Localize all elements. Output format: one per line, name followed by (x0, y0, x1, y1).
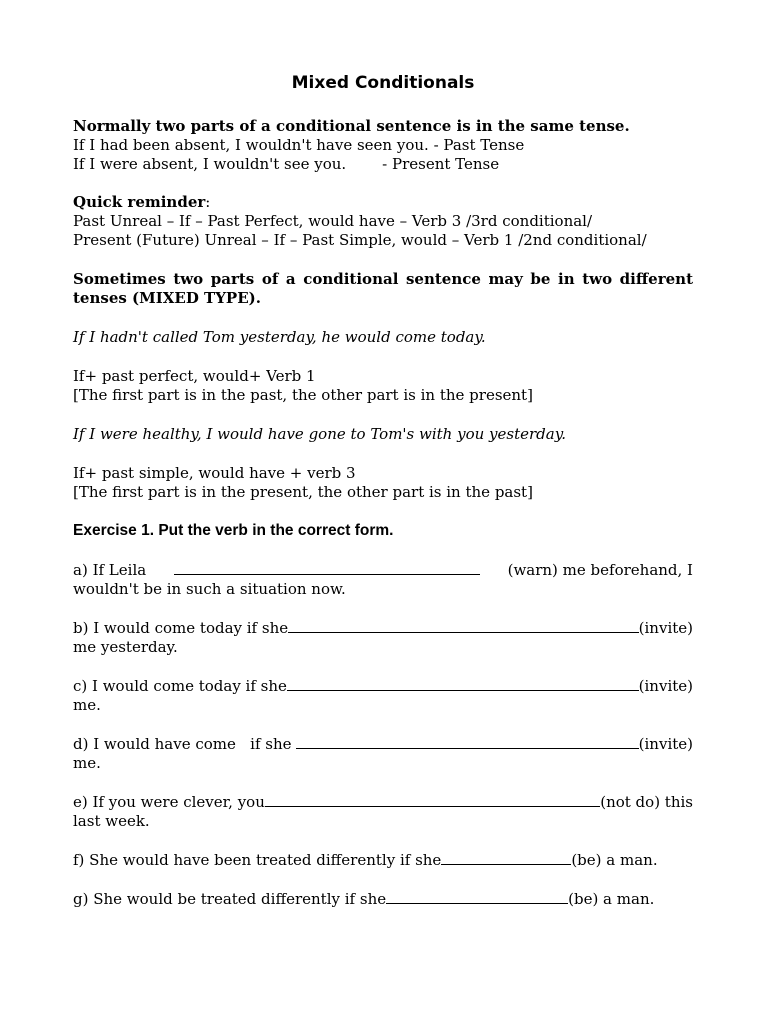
mixed-formula-1: If+ past perfect, would+ Verb 1 (73, 367, 316, 385)
exercise-item-b-start: b) I would come today if she (73, 619, 289, 637)
exercise-item-f-blank[interactable] (441, 851, 571, 865)
reminder-heading: Quick reminder (73, 193, 206, 211)
exercise-item-c-blank[interactable] (287, 677, 639, 691)
exercise-item-b-continuation: me yesterday. (73, 638, 178, 656)
exercise-item-f (73, 851, 693, 870)
exercise-item-a-blank[interactable] (174, 561, 480, 575)
exercise-item-f-start: f) She would have been treated differently if she (73, 851, 442, 869)
exercise-item-a (73, 561, 693, 599)
intro-example-past-text: If I had been absent, I wouldn't have seen you. (73, 136, 429, 154)
mixed-heading: Sometimes two parts of a conditional sentence may be in two different tenses (MIXED TYPE). (73, 270, 693, 307)
exercise-item-a-end: (warn) me beforehand, I (507, 561, 693, 579)
intro-section (73, 117, 693, 174)
exercise-item-e-end: (not do) this (600, 793, 693, 811)
exercise-item-d-end: (invite) (638, 735, 693, 753)
exercise-item-b-blank[interactable] (288, 619, 639, 633)
exercise-item-f-end: (be) a man. (571, 851, 658, 869)
exercise-item-g-end: (be) a man. (568, 890, 655, 908)
exercise-item-g (73, 890, 693, 909)
exercise-item-c (73, 677, 693, 715)
exercise-item-e-continuation: last week. (73, 812, 150, 830)
mixed-rule-1 (73, 367, 693, 405)
exercise-item-e (73, 793, 693, 831)
exercise-heading: Exercise 1. Put the verb in the correct form. (73, 522, 394, 539)
mixed-example-1-sentence: If I hadn't called Tom yesterday, he would come today. (73, 328, 486, 346)
exercise-item-a-start: a) If Leila (73, 561, 147, 579)
reminder-heading-line (73, 193, 693, 212)
mixed-example-2-sentence: If I were healthy, I would have gone to Tom's with you yesterday. (73, 425, 566, 443)
mixed-example-2 (73, 425, 693, 444)
reminder-past-unreal: Past Unreal – If – Past Perfect, would have – Verb 3 /3rd conditional/ (73, 212, 593, 230)
exercise-item-d-continuation: me. (73, 754, 101, 772)
reminder-present-unreal: Present (Future) Unreal – If – Past Simple, would – Verb 1 /2nd conditional/ (73, 231, 647, 249)
mixed-rule-2 (73, 464, 693, 502)
exercise-item-d (73, 735, 693, 773)
page-title: Mixed Conditionals (291, 73, 475, 93)
exercise-item-b (73, 619, 693, 657)
intro-example-present-text: If I were absent, I wouldn't see you. (73, 155, 347, 173)
exercise-item-d-blank[interactable] (296, 735, 638, 749)
mixed-formula-2: If+ past simple, would have + verb 3 (73, 464, 356, 482)
exercise-item-e-start: e) If you were clever, you (73, 793, 265, 811)
intro-example-present (73, 155, 693, 174)
exercise-item-c-start: c) I would come today if she (73, 677, 287, 695)
exercise-item-e-blank[interactable] (265, 793, 600, 807)
intro-example-past-note: - Past Tense (433, 136, 525, 154)
mixed-explanation-1: [The first part is in the past, the other part is in the present] (73, 386, 533, 404)
intro-example-present-note: - Present Tense (382, 155, 500, 173)
mixed-explanation-2: [The first part is in the present, the other part is in the past] (73, 483, 533, 501)
mixed-example-1 (73, 328, 693, 347)
exercise-item-d-start: d) I would have come if she (73, 735, 297, 753)
reminder-colon: : (205, 193, 211, 211)
exercise-item-g-start: g) She would be treated differently if she (73, 890, 387, 908)
exercise-item-c-end: (invite) (638, 677, 693, 695)
intro-heading: Normally two parts of a conditional sentence is in the same tense. (73, 117, 630, 135)
exercise-item-g-blank[interactable] (386, 890, 568, 904)
exercise-item-b-end: (invite) (638, 619, 693, 637)
reminder-section (73, 193, 693, 250)
exercise-item-a-continuation: wouldn't be in such a situation now. (73, 580, 346, 598)
intro-example-past (73, 136, 693, 155)
exercise-item-c-continuation: me. (73, 696, 101, 714)
